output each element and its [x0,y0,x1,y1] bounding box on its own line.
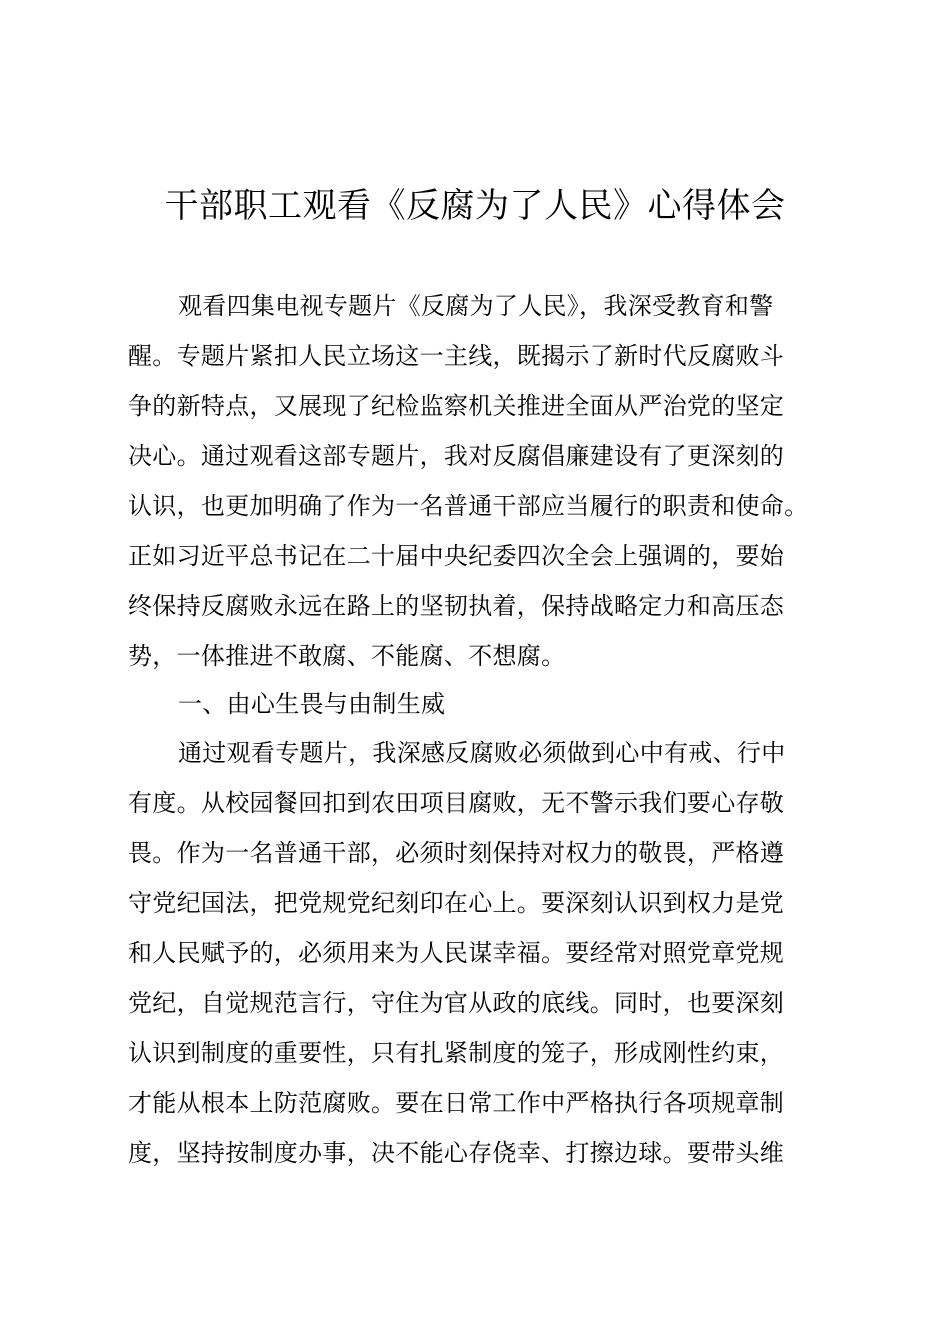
paragraph-line: 才能从根本上防范腐败。要在日常工作中严格执行各项规章制 [128,1089,785,1117]
paragraph-line: 终保持反腐败永远在路上的坚韧执着，保持战略定力和高压态 [128,592,785,620]
paragraph-line: 醒。专题片紧扣人民立场这一主线，既揭示了新时代反腐败斗 [128,342,785,370]
paragraph-line: 党纪，自觉规范言行，守住为官从政的底线。同时，也要深刻 [128,989,785,1017]
document-title: 干部职工观看《反腐为了人民》心得体会 [164,186,786,226]
paragraph-line: 通过观看专题片，我深感反腐败必须做到心中有戒、行中 [178,739,786,767]
paragraph-line: 畏。作为一名普通干部，必须时刻保持对权力的敬畏，严格遵 [128,839,785,867]
paragraph-line: 度，坚持按制度办事，决不能心存侥幸、打擦边球。要带头维 [128,1139,785,1167]
paragraph-line: 认识，也更加明确了作为一名普通干部应当履行的职责和使命。 [128,492,809,520]
paragraph-line: 争的新特点，又展现了纪检监察机关推进全面从严治党的坚定 [128,392,785,420]
section-heading: 一、由心生畏与由制生威 [178,690,446,718]
paragraph-line: 认识到制度的重要性，只有扎紧制度的笼子，形成刚性约束， [128,1039,785,1067]
paragraph-line: 和人民赋予的，必须用来为人民谋幸福。要经常对照党章党规 [128,939,785,967]
paragraph-line: 有度。从校园餐回扣到农田项目腐败，无不警示我们要心存敬 [128,789,785,817]
paragraph-line: 正如习近平总书记在二十届中央纪委四次全会上强调的，要始 [128,542,785,570]
paragraph-line: 决心。通过观看这部专题片，我对反腐倡廉建设有了更深刻的 [128,442,785,470]
paragraph-line: 观看四集电视专题片《反腐为了人民》，我深受教育和警 [178,292,774,320]
paragraph-line: 守党纪国法，把党规党纪刻印在心上。要深刻认识到权力是党 [128,889,785,917]
paragraph-line: 势，一体推进不敢腐、不能腐、不想腐。 [128,642,566,670]
